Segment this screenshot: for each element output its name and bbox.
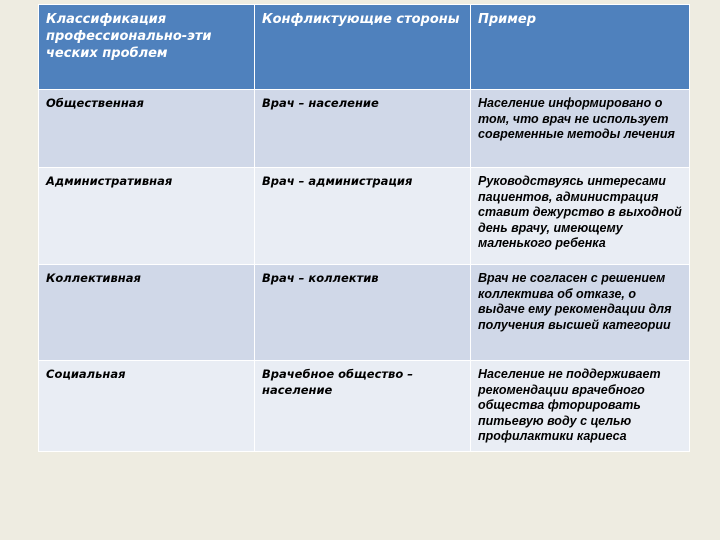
cell-classification: Социальная [39,361,255,452]
cell-example: Врач не согласен с решением коллектива об отказе, о выдаче ему рекомендации для получения высшей категории [471,265,690,361]
cell-parties: Врач – администрация [255,168,471,265]
table-row [39,361,690,452]
cell-parties: Врач – коллектив [255,265,471,361]
cell-parties: Врач – население [255,90,471,168]
header-conflicting-parties: Конфликтующие стороны [255,5,471,90]
table-row [39,265,690,361]
cell-example: Население информировано о том, что врач не использует современные методы лечения [471,90,690,168]
header-example: Пример [471,5,690,90]
cell-example: Руководствуясь интересами пациентов, администрация ставит дежурство в выходной день врачу, имеющему маленького ребенка [471,168,690,265]
table-row [39,90,690,168]
cell-classification: Общественная [39,90,255,168]
problems-table [38,4,690,452]
table-header-row [39,5,690,90]
cell-parties: Врачебное общество – население [255,361,471,452]
cell-example: Население не поддерживает рекомендации врачебного общества фторировать питьевую воду с целью профилактики кариеса [471,361,690,452]
cell-classification: Административная [39,168,255,265]
cell-classification: Коллективная [39,265,255,361]
table-row [39,168,690,265]
header-classification: Классификация профессионально-эти ческих проблем [39,5,255,90]
